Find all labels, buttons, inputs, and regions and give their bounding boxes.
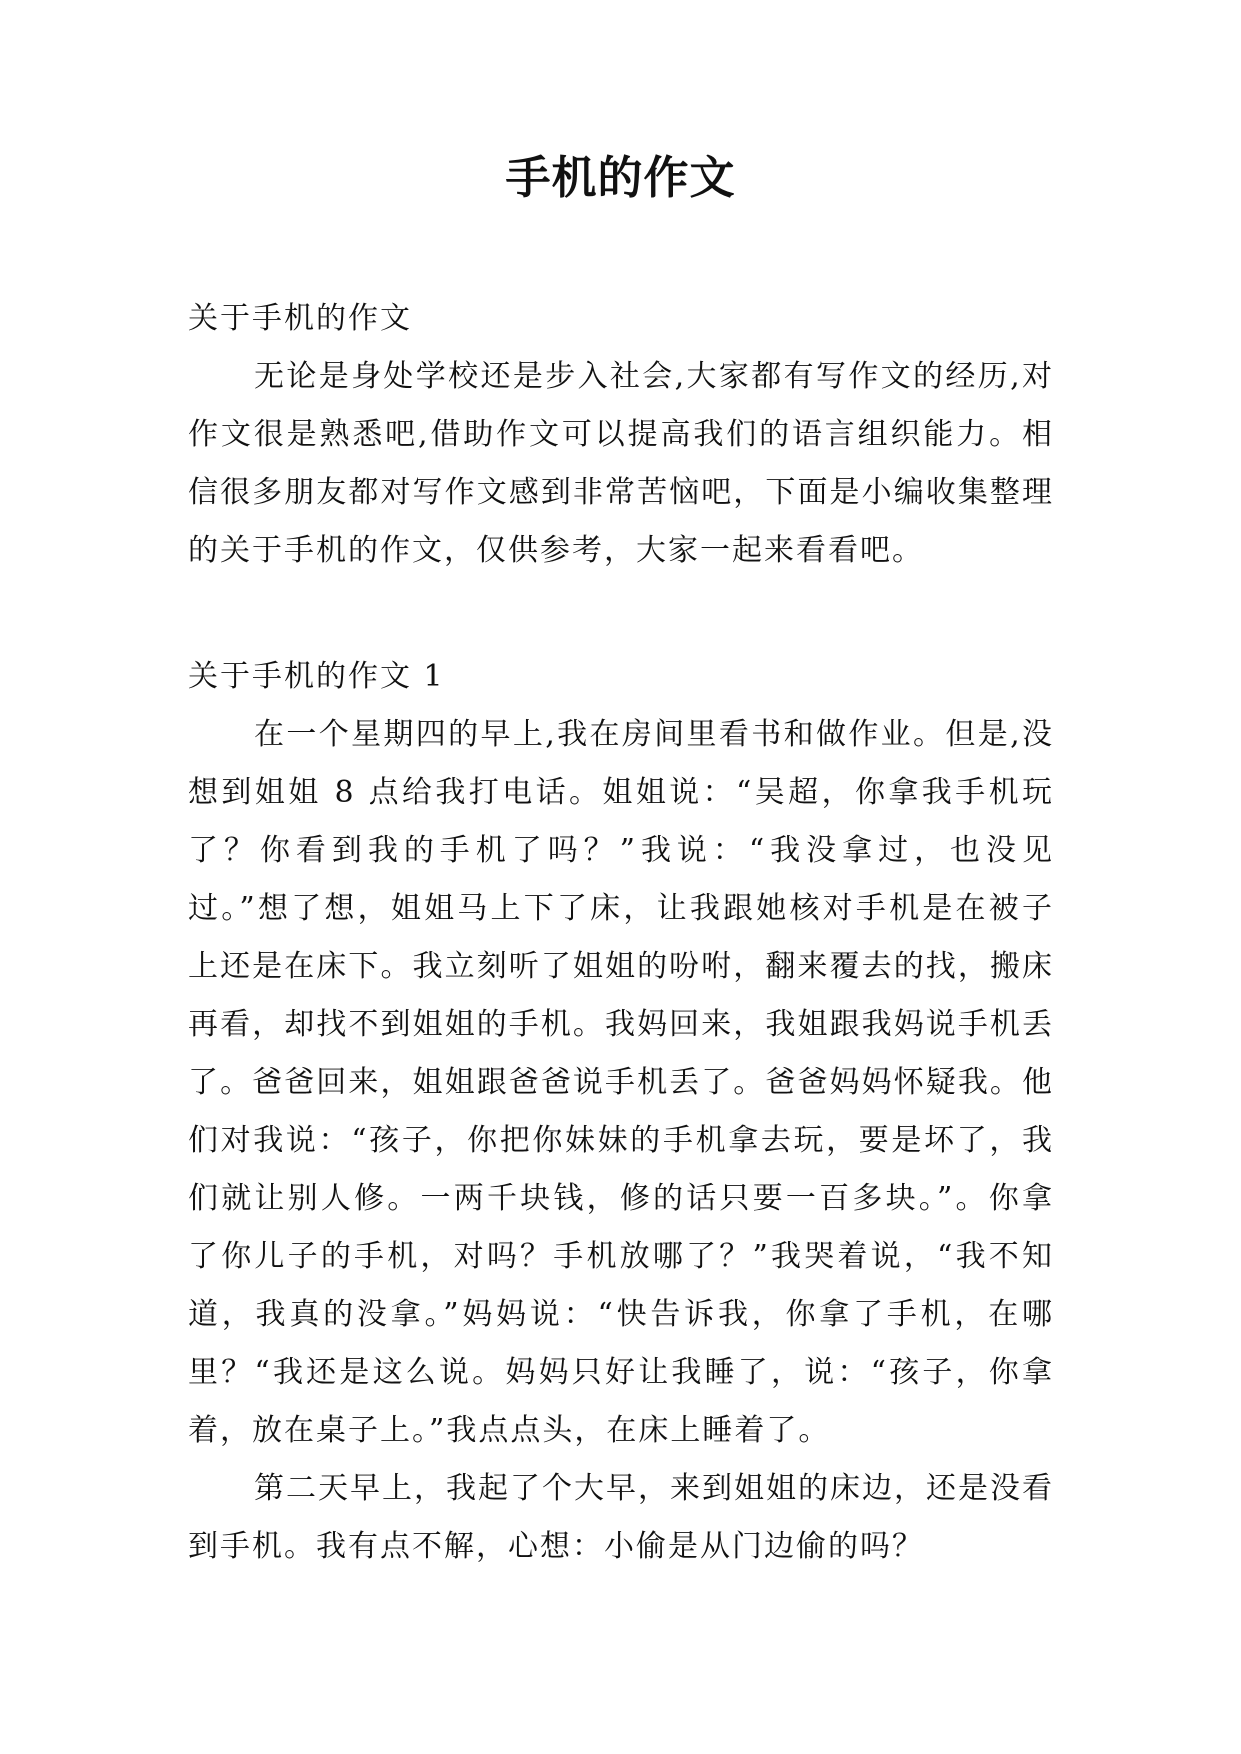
section1-heading: 关于手机的作文 1 [188, 659, 445, 694]
intro-heading: 关于手机的作文 [188, 301, 412, 336]
document-body [188, 290, 1054, 1576]
section1-paragraph: 在一个星期四的早上,我在房间里看书和做作业。但是,没想到姐姐 8 点给我打电话。姐姐说：“吴超，你拿我手机玩了？你看到我的手机了吗？”我说：“我没拿过，也没见过。”想了想，姐姐马上下了床，让我跟她核对手机是在被子上还是在床下。我立刻听了姐姐的吩咐，翻来覆去的找，搬床再看，却找不到姐姐的手机。我妈回来，我姐跟我妈说手机丢了。爸爸回来，姐姐跟爸爸说手机丢了。爸爸妈妈怀疑我。他们对我说：“孩子，你把你妹妹的手机拿去玩，要是坏了，我们就让别人修。一两千块钱，修的话只要一百多块。”。你拿了你儿子的手机，对吗？手机放哪了？”我哭着说，“我不知道，我真的没拿。”妈妈说：“快告诉我，你拿了手机，在哪里？“我还是这么说。妈妈只好让我睡了，说：“孩子，你拿着，放在桌子上。”我点点头，在床上睡着了。 [188, 717, 1054, 1448]
section-spacer [188, 580, 1054, 648]
intro-paragraph: 无论是身处学校还是步入社会,大家都有写作文的经历,对作文很是熟悉吧,借助作文可以提高我们的语言组织能力。相信很多朋友都对写作文感到非常苦恼吧，下面是小编收集整理的关于手机的作文，仅供参考，大家一起来看看吧。 [188, 359, 1054, 568]
document-title: 手机的作文 [505, 151, 736, 204]
section1-paragraph: 第二天早上，我起了个大早，来到姐姐的床边，还是没看到手机。我有点不解，心想：小偷是从门边偷的吗？ [188, 1471, 1054, 1564]
